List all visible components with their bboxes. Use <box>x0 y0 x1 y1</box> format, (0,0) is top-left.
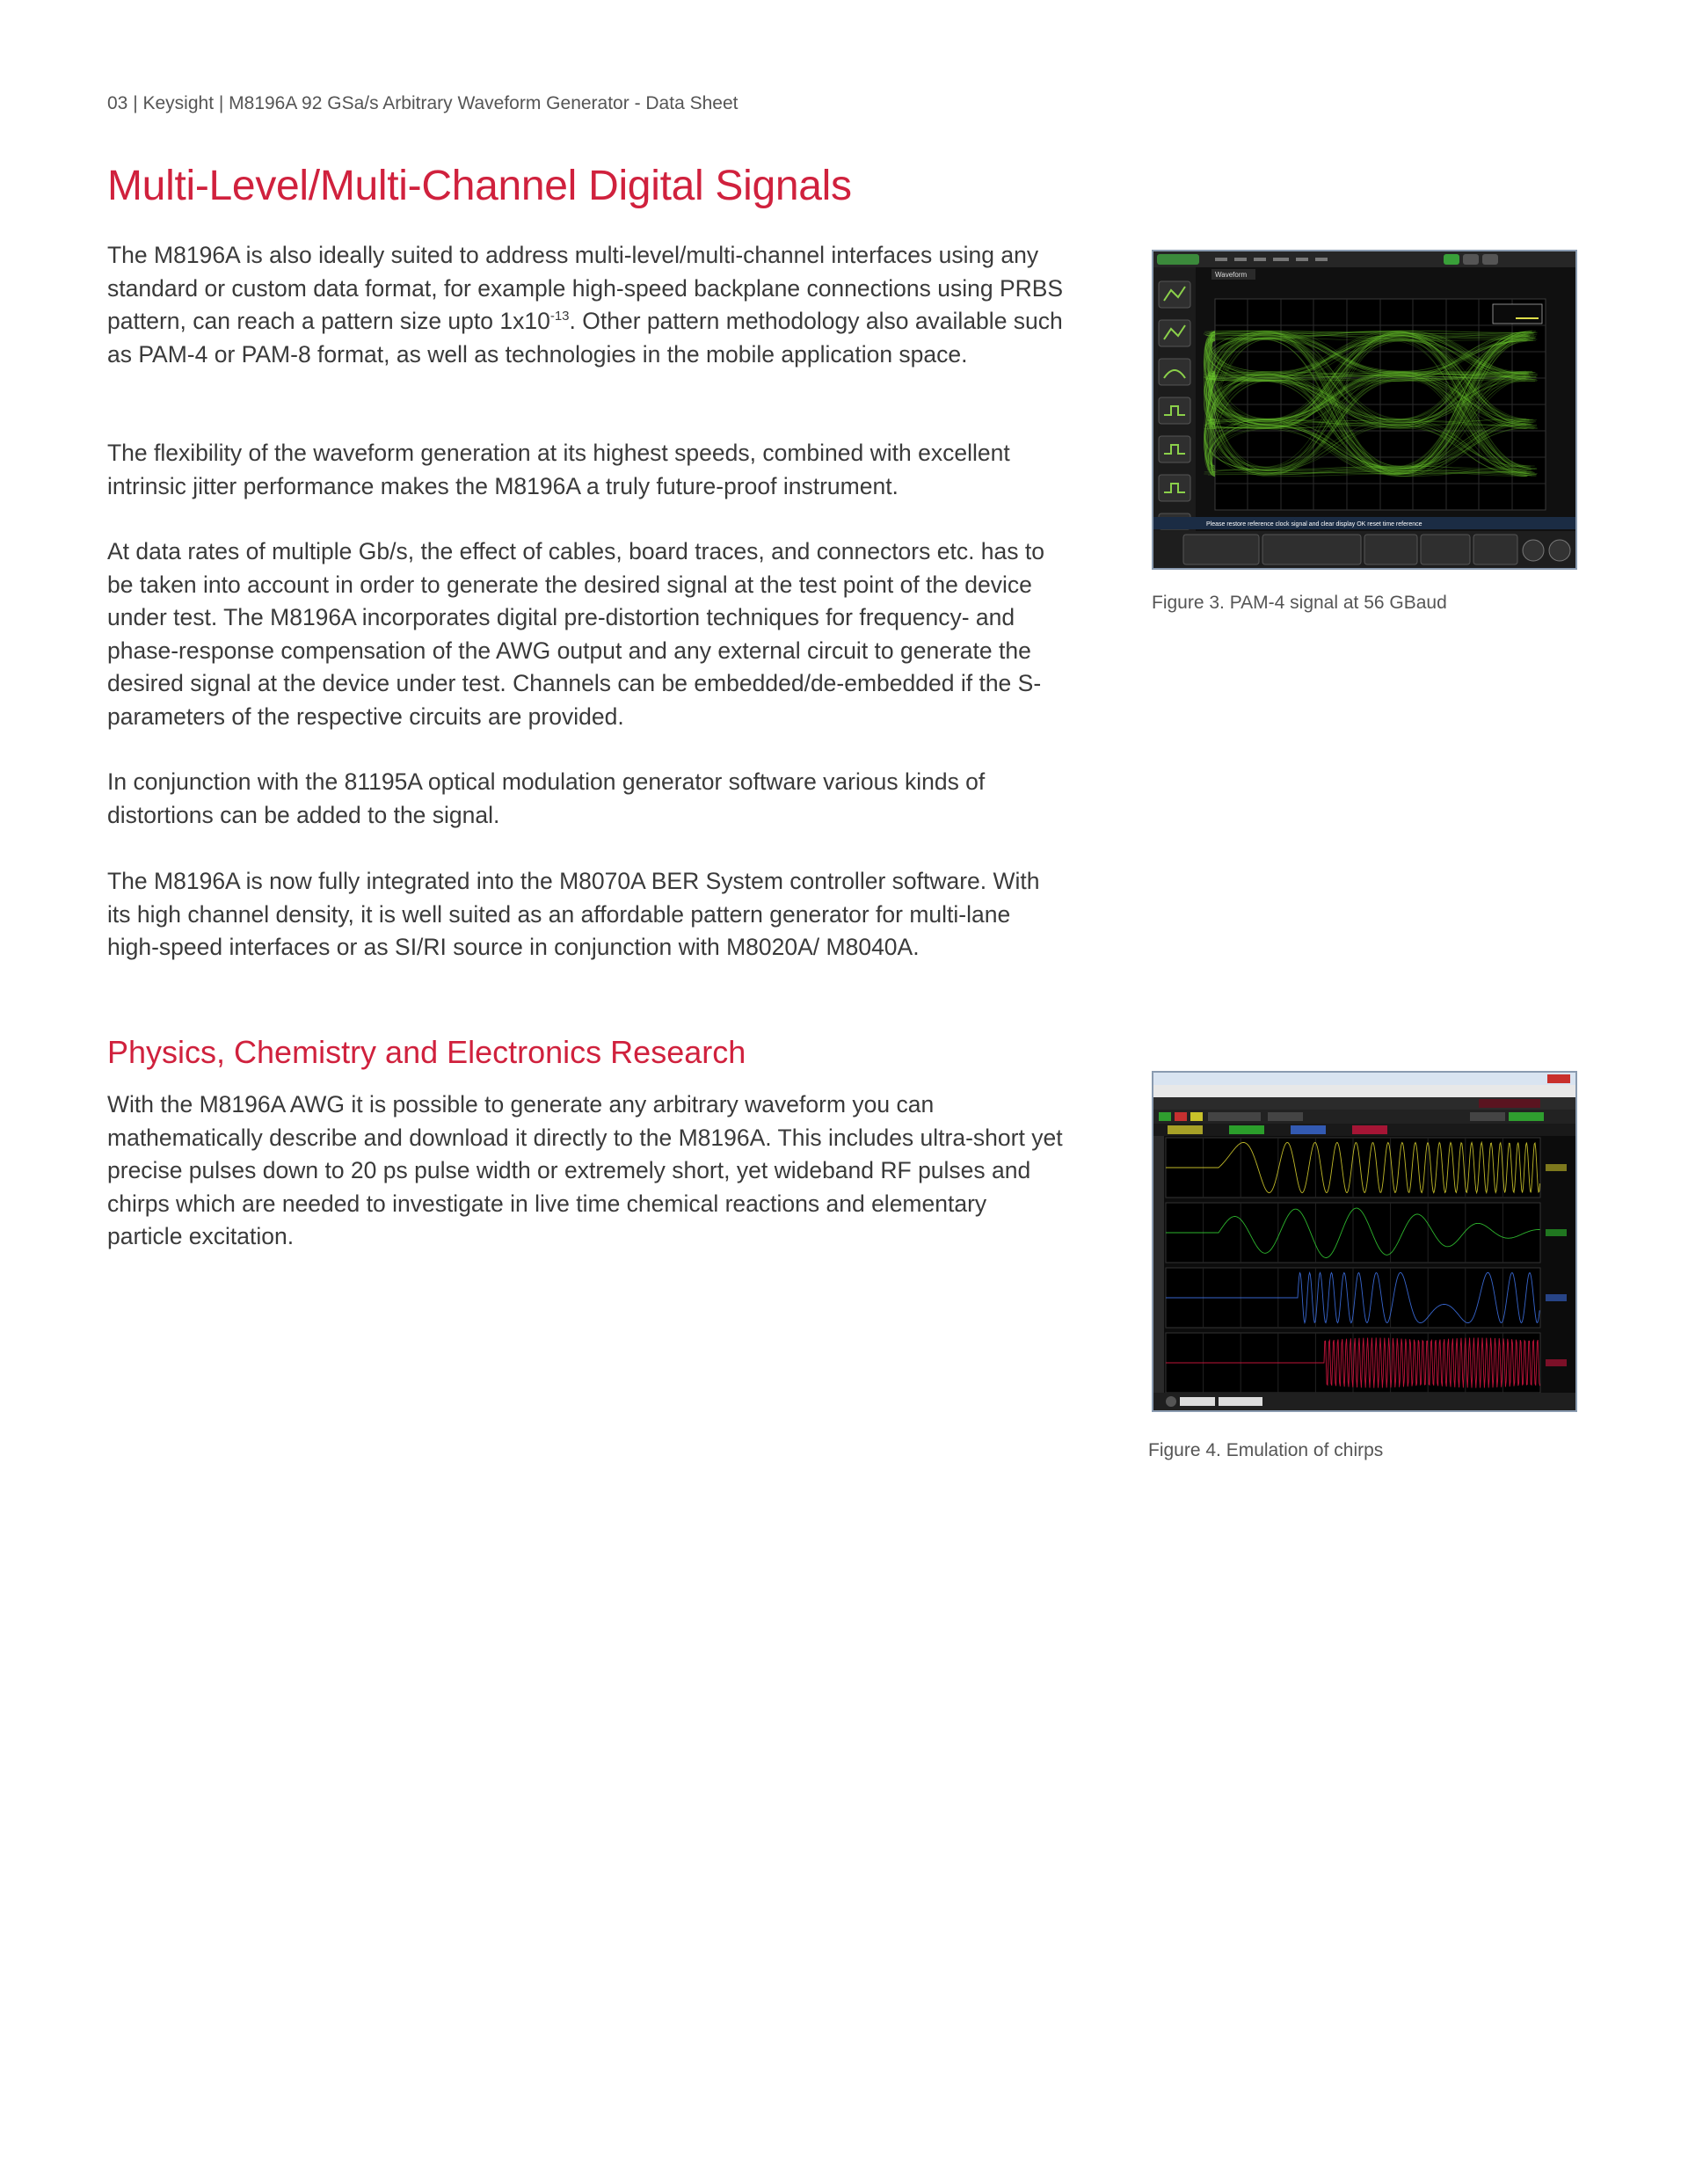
figure3-notice: Please restore reference clock signal and clear display OK reset time reference <box>1206 521 1422 528</box>
paragraph-flexibility: The flexibility of the waveform generation at its highest speeds, combined with excellent intrinsic jitter performance makes the M8196A a truly future-proof instrument. <box>107 440 1010 499</box>
figure3-tab-label: Waveform <box>1215 271 1248 279</box>
oscilloscope-chirps-image <box>1153 1073 1575 1410</box>
paragraph-m8070a: The M8196A is now fully integrated into the M8070A BER System controller software. With its high channel density, it is well suited as an affordable pattern generator for multi-lane high-speed interfaces or as SI/RI source in conjunction with M8020A/ M8040A. <box>107 868 1040 960</box>
exponent: -13 <box>549 309 570 324</box>
figure-pam4-screenshot <box>1152 250 1577 570</box>
oscilloscope-eye-image <box>1153 251 1575 568</box>
paragraph-81195a: In conjunction with the 81195A optical modulation generator software various kinds of distortions can be added to the signal. <box>107 768 986 828</box>
paragraph-multilevel-part1: The M8196A is also ideally suited to address multi-level/multi-channel interfaces using any standard or custom data format, for example high-speed backplane connections using PRBS pattern, can reach a pattern size upto 1x10 <box>107 242 1064 334</box>
paragraph-arbitrary-waveform: With the M8196A AWG it is possible to generate any arbitrary waveform you can mathematically describe and download it directly to the M8196A. This includes ultra-short yet precise pulses down to 20 ps pulse width or extremely short, yet wideband RF pulses and chirps which are needed to investigate in live time chemical reactions and elementary particle excitation. <box>107 1091 1063 1249</box>
section-title-digital-signals: Multi-Level/Multi-Channel Digital Signals <box>107 163 852 209</box>
figure3-caption: Figure 3. PAM-4 signal at 56 GBaud <box>1152 593 1447 613</box>
paragraph-multilevel-part2: . Other pattern methodology also available such as PAM-4 or PAM-8 format, as well as technologies in the mobile application space. <box>107 308 1063 368</box>
figure4-caption: Figure 4. Emulation of chirps <box>1148 1440 1384 1460</box>
figure-chirps-screenshot <box>1152 1071 1577 1412</box>
page-header: 03 | Keysight | M8196A 92 GSa/s Arbitrary Waveform Generator - Data Sheet <box>107 93 738 113</box>
section-title-research: Physics, Chemistry and Electronics Research <box>107 1034 746 1070</box>
paragraph-data-rates: At data rates of multiple Gb/s, the effect of cables, board traces, and connectors etc. has to be taken into account in order to generate the desired signal at the test point of the device under test. The M8196A incorporates digital pre-distortion techniques for frequency- and phase-response compensation of the AWG output and any external circuit to generate the desired signal at the device under test. Channels can be embedded/de-embedded if the S-parameters of the respective circuits are provided. <box>107 538 1044 730</box>
paragraph-multilevel <box>107 239 1066 371</box>
